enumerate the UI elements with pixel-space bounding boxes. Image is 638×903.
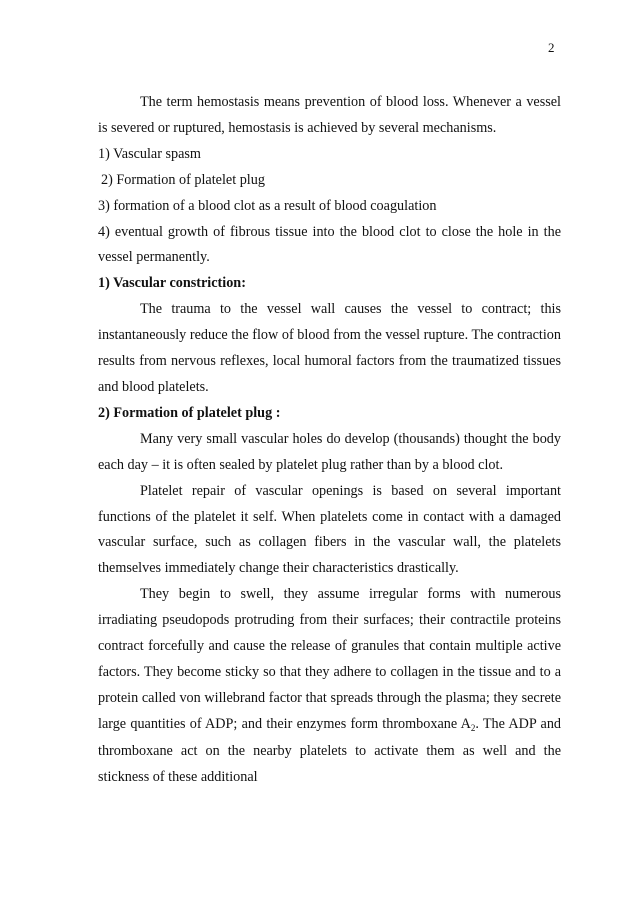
section-paragraph: [98, 582, 561, 790]
section-heading: 2) Formation of platelet plug :: [98, 404, 281, 421]
paragraph-text: They begin to swell, they assume irregular forms with numerous irradiating pseudopods protruding from their surfaces; their contractile proteins contract forcefully and cause the release of granules that contain multiple active factors. They become sticky so that they adhere to collagen in the tissue and to a protein called von willebrand factor that spreads through the plasma; they secrete large quantities of ADP; and their enzymes form thromboxane A: [98, 586, 561, 732]
section-heading: 1) Vascular constriction:: [98, 275, 246, 292]
mechanism-item: 1) Vascular spasm: [98, 145, 201, 162]
mechanism-item: 2) Formation of platelet plug: [101, 171, 265, 188]
page-number: 2: [548, 40, 555, 55]
subscript: 2: [470, 722, 476, 733]
document-body: [98, 90, 561, 790]
mechanism-item: 4) eventual growth of fibrous tissue into the blood clot to close the hole in the vessel permanently.: [98, 223, 561, 266]
section-paragraph: Many very small vascular holes do develop (thousands) thought the body each day – it is often sealed by platelet plug rather than by a blood clot.: [98, 430, 561, 473]
intro-paragraph: The term hemostasis means prevention of blood loss. Whenever a vessel is severed or ruptured, hemostasis is achieved by several mechanisms.: [98, 94, 561, 136]
section-paragraph: The trauma to the vessel wall causes the vessel to contract; this instantaneously reduce the flow of blood from the vessel rupture. The contraction results from nervous reflexes, local humoral factors from the traumatized tissues and blood platelets.: [98, 301, 561, 395]
mechanism-list: [98, 142, 561, 272]
paragraph-text: . The ADP and thromboxane act on the nearby platelets to activate them as well and the stickness of these additional: [98, 715, 562, 785]
mechanism-item: 3) formation of a blood clot as a result of blood coagulation: [98, 197, 437, 214]
section-paragraph: Platelet repair of vascular openings is based on several important functions of the platelet it self. When platelets come in contact with a damaged vascular surface, such as collagen fibers in the vascular wall, the platelets themselves immediately change their characteristics drastically.: [98, 482, 561, 577]
